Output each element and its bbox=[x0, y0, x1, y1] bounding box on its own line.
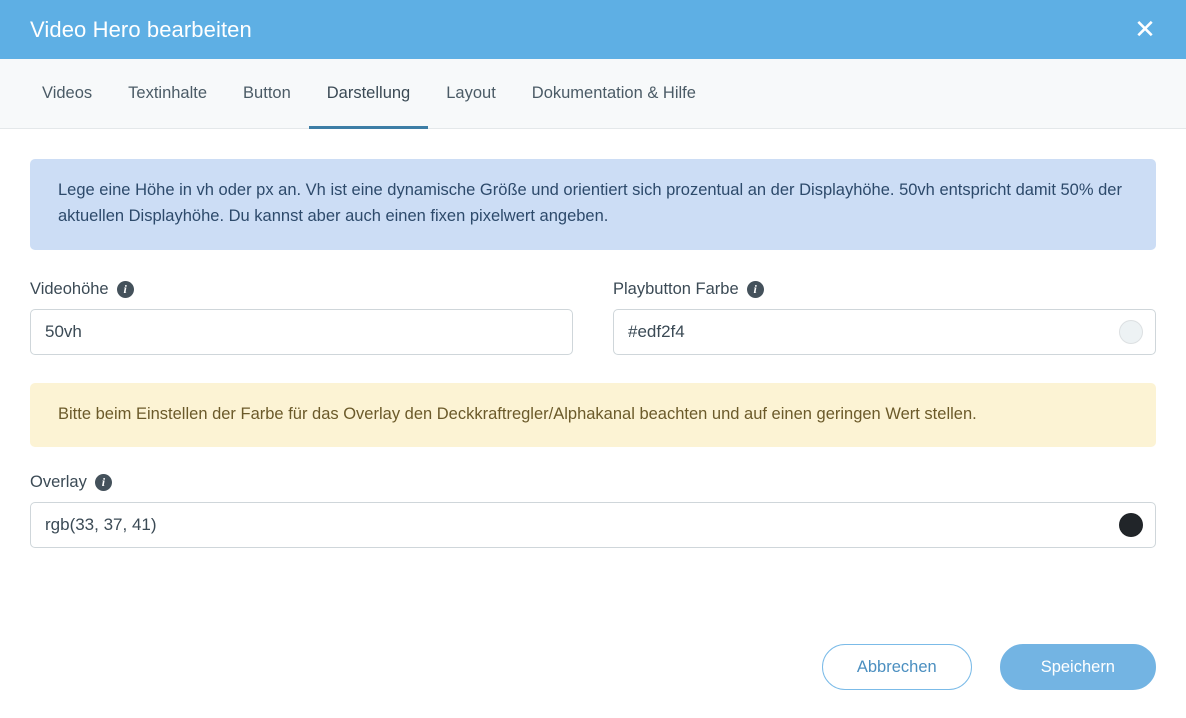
warning-alert: Bitte beim Einstellen der Farbe für das Overlay den Deckkraftregler/Alphakanal beachten und auf einen geringen Wert stellen. bbox=[30, 383, 1156, 447]
tab-darstellung[interactable]: Darstellung bbox=[309, 60, 428, 129]
cancel-button[interactable]: Abbrechen bbox=[822, 644, 972, 690]
playbutton-color-label: Playbutton Farbe bbox=[613, 279, 739, 298]
playbutton-color-input-wrap bbox=[613, 309, 1156, 355]
close-icon[interactable]: ✕ bbox=[1134, 14, 1156, 45]
dialog-title: Video Hero bearbeiten bbox=[30, 16, 252, 42]
playbutton-color-label-group bbox=[613, 280, 1156, 299]
info-icon[interactable]: i bbox=[747, 281, 764, 298]
overlay-label: Overlay bbox=[30, 473, 87, 492]
tab-dokumentation-hilfe[interactable]: Dokumentation & Hilfe bbox=[531, 83, 696, 102]
playbutton-color-input[interactable] bbox=[613, 309, 1156, 355]
video-height-label: Videohöhe bbox=[30, 279, 109, 298]
overlay-field bbox=[30, 473, 1156, 548]
info-alert: Lege eine Höhe in vh oder px an. Vh ist eine dynamische Größe und orientiert sich prozentual an der Displayhöhe. 50vh entspricht damit 50% der aktuellen Displayhöhe. Du kannst aber auch einen fixen pixelwert angeben. bbox=[30, 159, 1156, 250]
playbutton-color-swatch[interactable] bbox=[1119, 320, 1143, 344]
tab-videos[interactable]: Videos bbox=[42, 83, 93, 102]
info-icon[interactable]: i bbox=[117, 281, 134, 298]
video-height-input[interactable] bbox=[30, 309, 573, 355]
video-height-label-group bbox=[30, 280, 573, 299]
overlay-input-wrap bbox=[30, 502, 1156, 548]
info-icon[interactable]: i bbox=[95, 474, 112, 491]
save-button[interactable]: Speichern bbox=[1000, 644, 1156, 690]
tab-layout[interactable]: Layout bbox=[446, 83, 496, 102]
fields-row bbox=[30, 280, 1156, 355]
video-height-field bbox=[30, 280, 573, 355]
dialog-footer bbox=[0, 618, 1186, 718]
overlay-label-group bbox=[30, 473, 1156, 492]
dialog-titlebar bbox=[0, 0, 1186, 59]
video-height-input-wrap bbox=[30, 309, 573, 355]
overlay-input[interactable] bbox=[30, 502, 1156, 548]
tab-bar bbox=[0, 59, 1186, 129]
tab-textinhalte[interactable]: Textinhalte bbox=[128, 83, 208, 102]
overlay-color-swatch[interactable] bbox=[1119, 513, 1143, 537]
playbutton-color-field bbox=[613, 280, 1156, 355]
tab-button[interactable]: Button bbox=[243, 83, 291, 102]
dialog-body bbox=[0, 129, 1186, 618]
